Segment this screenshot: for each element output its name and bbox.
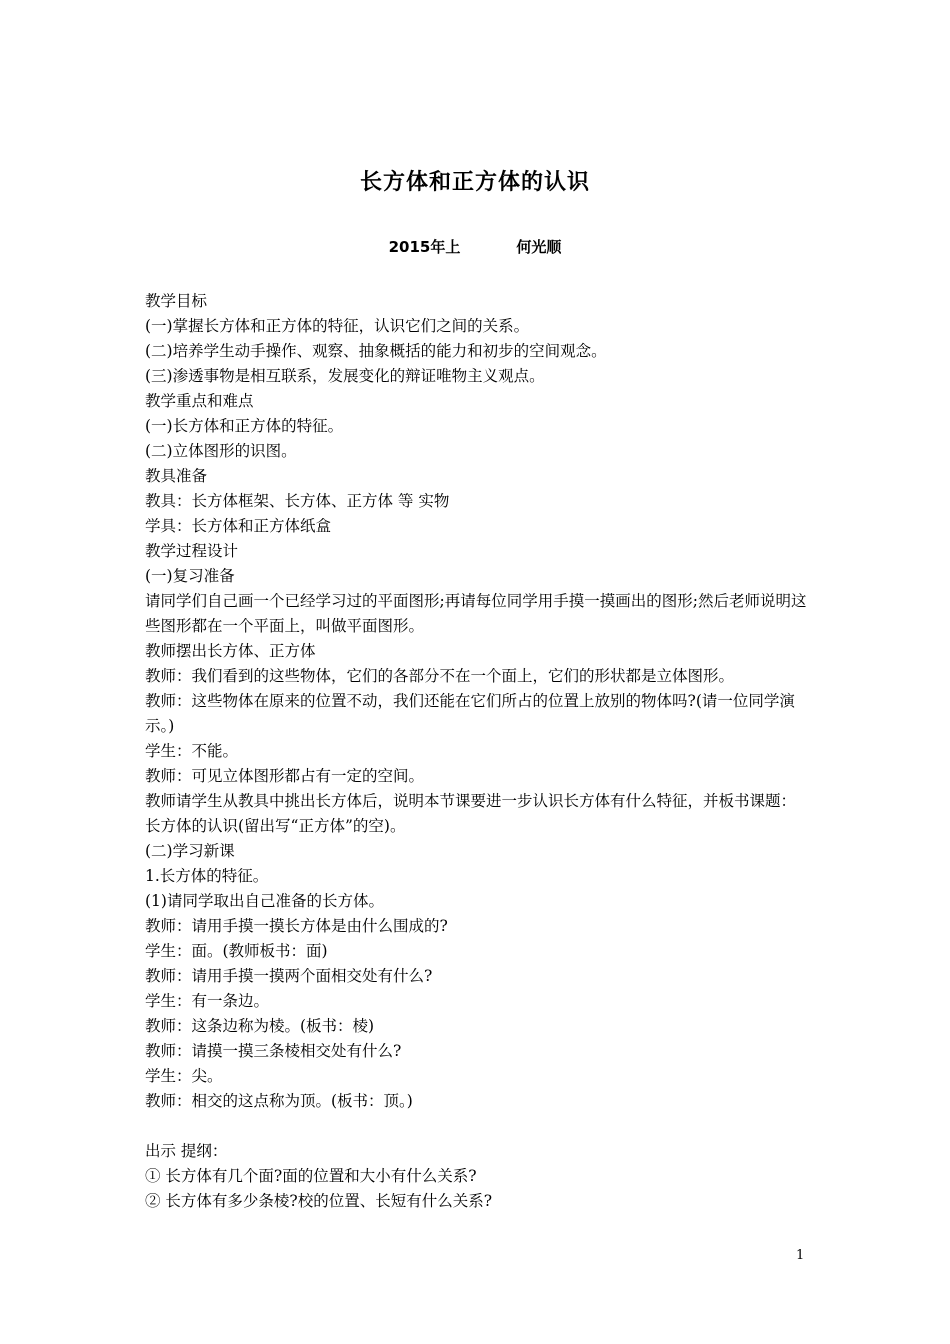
document-byline	[0, 236, 950, 257]
outline-item: ② 长方体有多少条棱?校的位置、长短有什么关系?	[145, 1192, 493, 1210]
heading-key-points: 教学重点和难点	[145, 392, 254, 410]
page-number: 1	[796, 1248, 805, 1263]
body-paragraph: 教师：这些物体在原来的位置不动，我们还能在它们所占的位置上放别的物体吗?(请一位同学演示。)	[145, 692, 795, 735]
body-line: 学生：面。(教师板书：面)	[145, 942, 328, 960]
body-line: 教师：请摸一摸三条棱相交处有什么?	[145, 1042, 402, 1060]
body-line: (一)复习准备	[145, 567, 235, 585]
body-line: (三)渗透事物是相互联系，发展变化的辩证唯物主义观点。	[145, 367, 545, 385]
document-title: 长方体和正方体的认识	[359, 170, 590, 195]
body-line: 教师摆出长方体、正方体	[145, 642, 316, 660]
body-line: (二)立体图形的识图。	[145, 442, 297, 460]
body-line: (二)学习新课	[145, 842, 235, 860]
body-line: 学生：尖。	[145, 1067, 223, 1085]
heading-teaching-aids: 教具准备	[145, 467, 208, 485]
heading-process-design: 教学过程设计	[145, 542, 239, 560]
body-line: 1.长方体的特征。	[145, 867, 269, 885]
document-body	[145, 289, 810, 1214]
body-paragraph: 请同学们自己画一个已经学习过的平面图形;再请每位同学用手摸一摸画出的图形;然后老师说明这些图形都在一个平面上，叫做平面图形。	[145, 592, 807, 635]
body-line: 教具：长方体框架、长方体、正方体 等 实物	[145, 492, 450, 510]
body-line: 教师：请用手摸一摸两个面相交处有什么?	[145, 967, 433, 985]
body-line: 学生：有一条边。	[145, 992, 270, 1010]
body-line: 教师：我们看到的这些物体，它们的各部分不在一个面上，它们的形状都是立体图形。	[145, 667, 735, 685]
outline-heading: 出示 提纲：	[145, 1142, 228, 1160]
body-line: (1)请同学取出自己准备的长方体。	[145, 892, 384, 910]
body-line: 教师：相交的这点称为顶。(板书：顶。)	[145, 1092, 413, 1110]
body-line: 教师：这条边称为棱。(板书：棱)	[145, 1017, 375, 1035]
body-line: (二)培养学生动手操作、观察、抽象概括的能力和初步的空间观念。	[145, 342, 607, 360]
body-line: (一)掌握长方体和正方体的特征，认识它们之间的关系。	[145, 317, 530, 335]
body-line: 教师：请用手摸一摸长方体是由什么围成的?	[145, 917, 448, 935]
byline-author: 何光顺	[516, 238, 562, 256]
body-line: 教师：可见立体图形都占有一定的空间。	[145, 767, 425, 785]
outline-item: ① 长方体有几个面?面的位置和大小有什么关系?	[145, 1167, 477, 1185]
body-line: 学生：不能。	[145, 742, 239, 760]
body-paragraph: 教师请学生从教具中挑出长方体后，说明本节课要进一步认识长方体有什么特征，并板书课题：长方体的认识(留出写“正方体”的空)。	[145, 792, 797, 835]
body-line: 学具：长方体和正方体纸盒	[145, 517, 332, 535]
body-line: (一)长方体和正方体的特征。	[145, 417, 344, 435]
heading-teaching-goals: 教学目标	[145, 292, 208, 310]
byline-year: 2015年上	[388, 238, 461, 256]
